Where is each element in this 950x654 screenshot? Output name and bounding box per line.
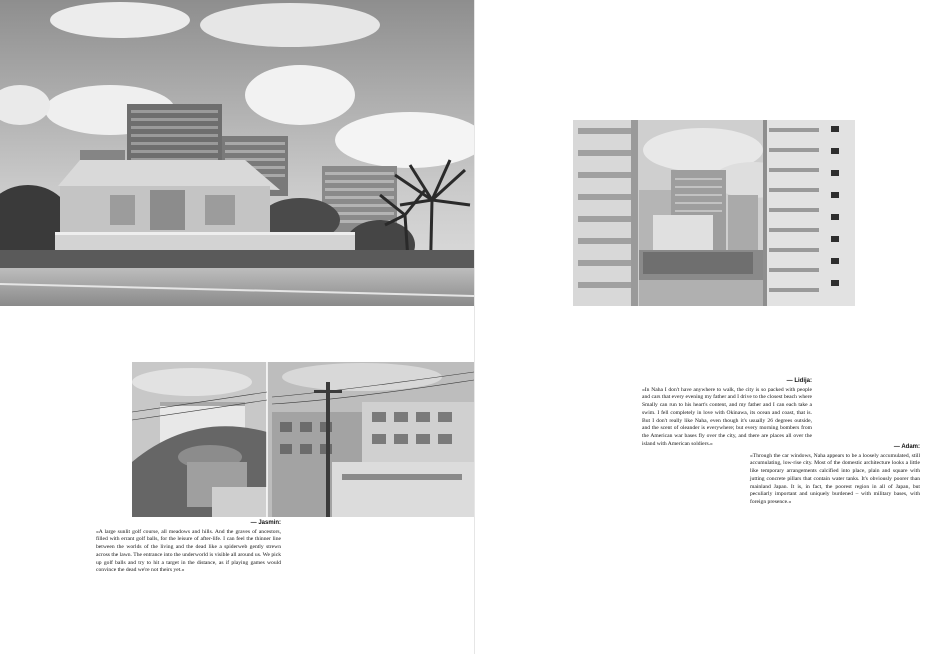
photo-apartment-view (573, 120, 855, 306)
quote-author: — Lidija: (786, 378, 812, 384)
quote-adam (750, 444, 920, 507)
quote-text: «Through the car windows, Naha appears to be a loosely accumulated, still accumulating, low-rise city. Most of the domestic architecture looks a little like temporary arrangements calcified into place, plain and square with jutting concrete pillars that contain water tanks. It's obviously poorer than mainland Japan. It is, in fact, the poorest region in all of Japan, but peculiarly important and uniquely burdened – with military bases, with foreign presence.» (750, 452, 920, 505)
photo-old-buildings (132, 362, 474, 517)
quote-jasmin (96, 520, 281, 575)
quote-author: — Jasmin: (250, 520, 281, 526)
photo-tomb-highrises (0, 0, 474, 306)
quote-text: «A large sunlit golf course, all meadows and hills. And the graves of ancestors, filled with errant golf balls, for the leisure of after-life. I can feel the thinner line between the worlds of the living and the dead like a spiderweb gently strewn across the lawn. The entrance into the underworld is visible all around us. We pick up golf balls and try to hit a target in the distance, as if playing games would convince the dead we're not theirs yet.» (96, 528, 281, 574)
quote-text: «In Naha I don't have anywhere to walk, the city is so packed with people and cars that every evening my father and I drive to the closest beach where Smally can run to his heart's content, and my father and I can each take a swim. I fell completely in love with Okinawa, its ocean and coast, that is. But I don't really like Naha, even though it's usually 26 degrees outside, and the scent of oleander is everywhere; but every morning bombers from the American war bases fly over the city, and there are places all over the island with American soldiers.» (642, 386, 812, 447)
quote-author: — Adam: (893, 444, 920, 450)
page-gutter (474, 0, 475, 654)
quote-lidija (642, 378, 812, 448)
